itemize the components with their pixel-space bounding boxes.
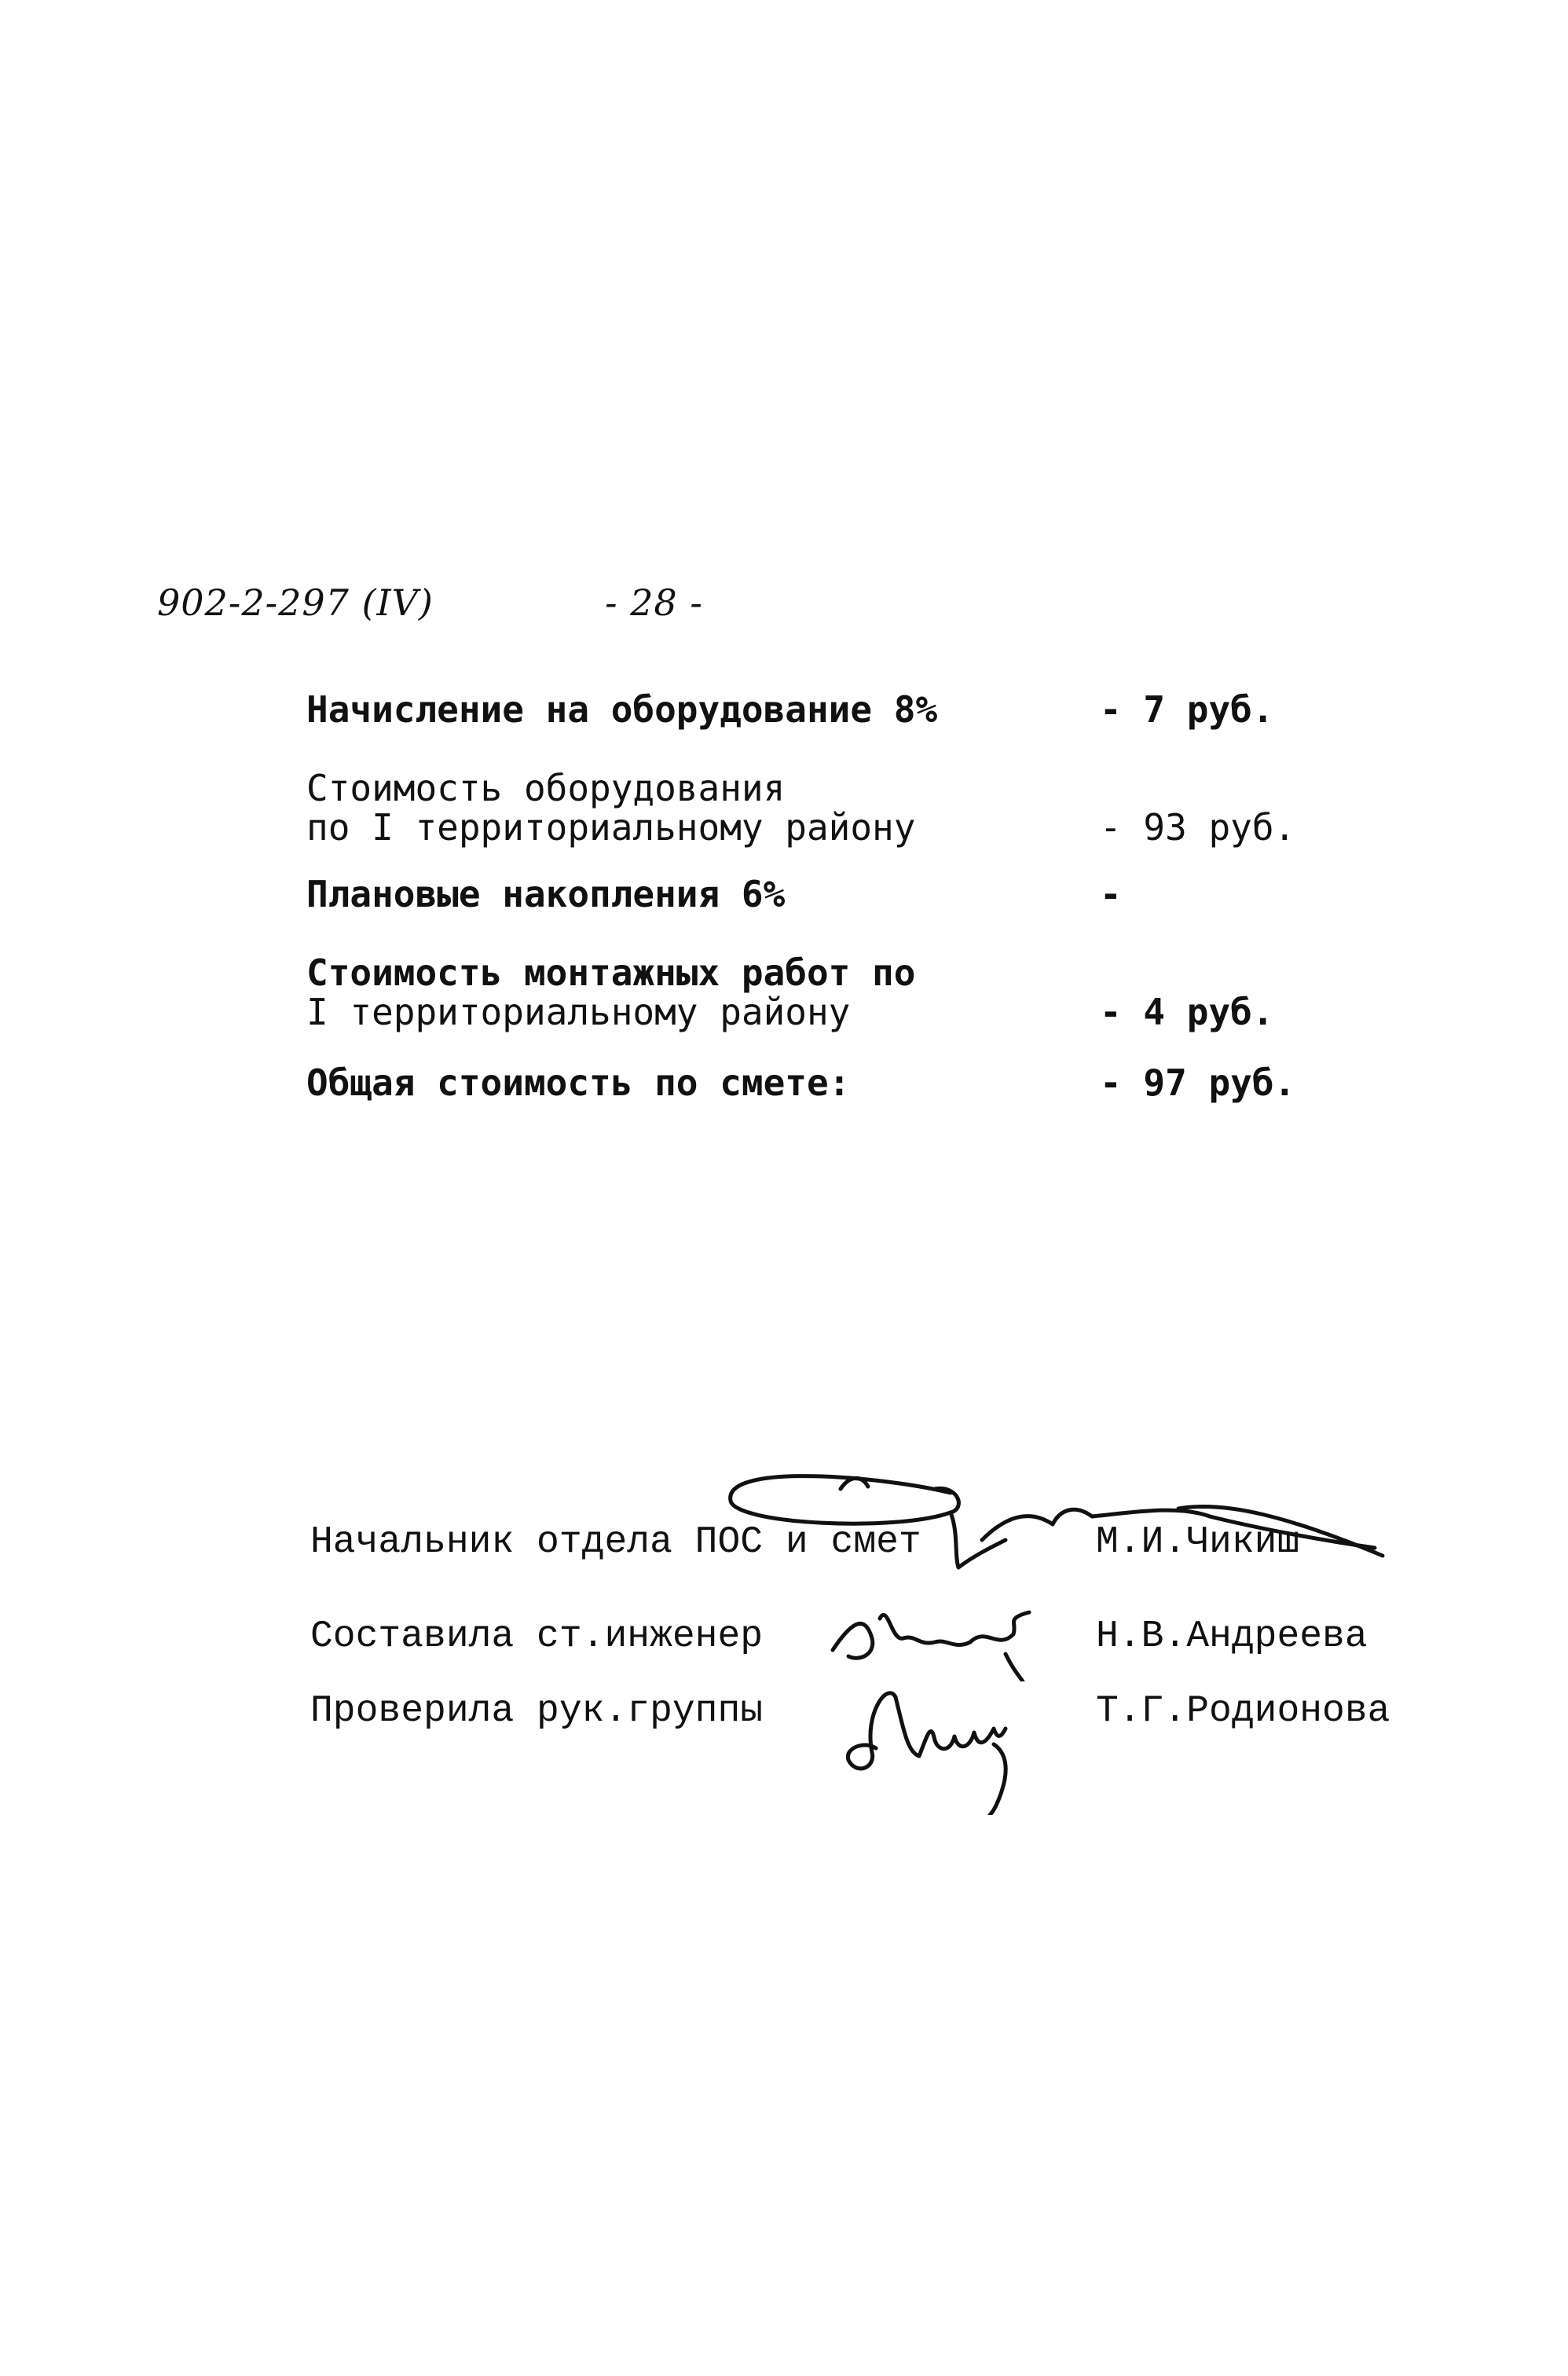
cost-label: Общая стоимость по смете: [306,1062,851,1104]
cost-label-line2: I территориальному району [306,991,851,1033]
signature-checked [841,1666,1045,1815]
signatory-role: Проверила рук.группы [310,1690,764,1732]
cost-value: - [1100,873,1122,915]
cost-label-line1: Стоимость оборудования [306,767,786,809]
document-code: 902-2-297 (IV) [157,581,434,624]
signature-head [691,1430,1398,1571]
cost-value: - 7 руб. [1100,688,1274,731]
cost-label-line1: Стоимость монтажных работ по [306,952,916,994]
page-number: - 28 - [605,581,703,624]
signatory-name: Т.Г.Родионова [1096,1690,1390,1732]
signatory-role: Начальник отдела ПОС и смет [310,1521,921,1564]
signatory-name: Н.В.Андреева [1096,1615,1368,1658]
cost-label: Начисление на оборудование 8% [306,688,938,731]
signatory-name: М.И.Чикиш [1096,1521,1300,1564]
cost-value: - 97 руб. [1100,1062,1296,1104]
signatory-role: Составила ст.инженер [310,1615,764,1658]
cost-value: - 93 руб. [1100,806,1296,849]
cost-value: - 4 руб. [1100,991,1274,1033]
cost-label-line2: по I территориальному району [306,806,916,849]
cost-label: Плановые накопления 6% [306,873,786,915]
